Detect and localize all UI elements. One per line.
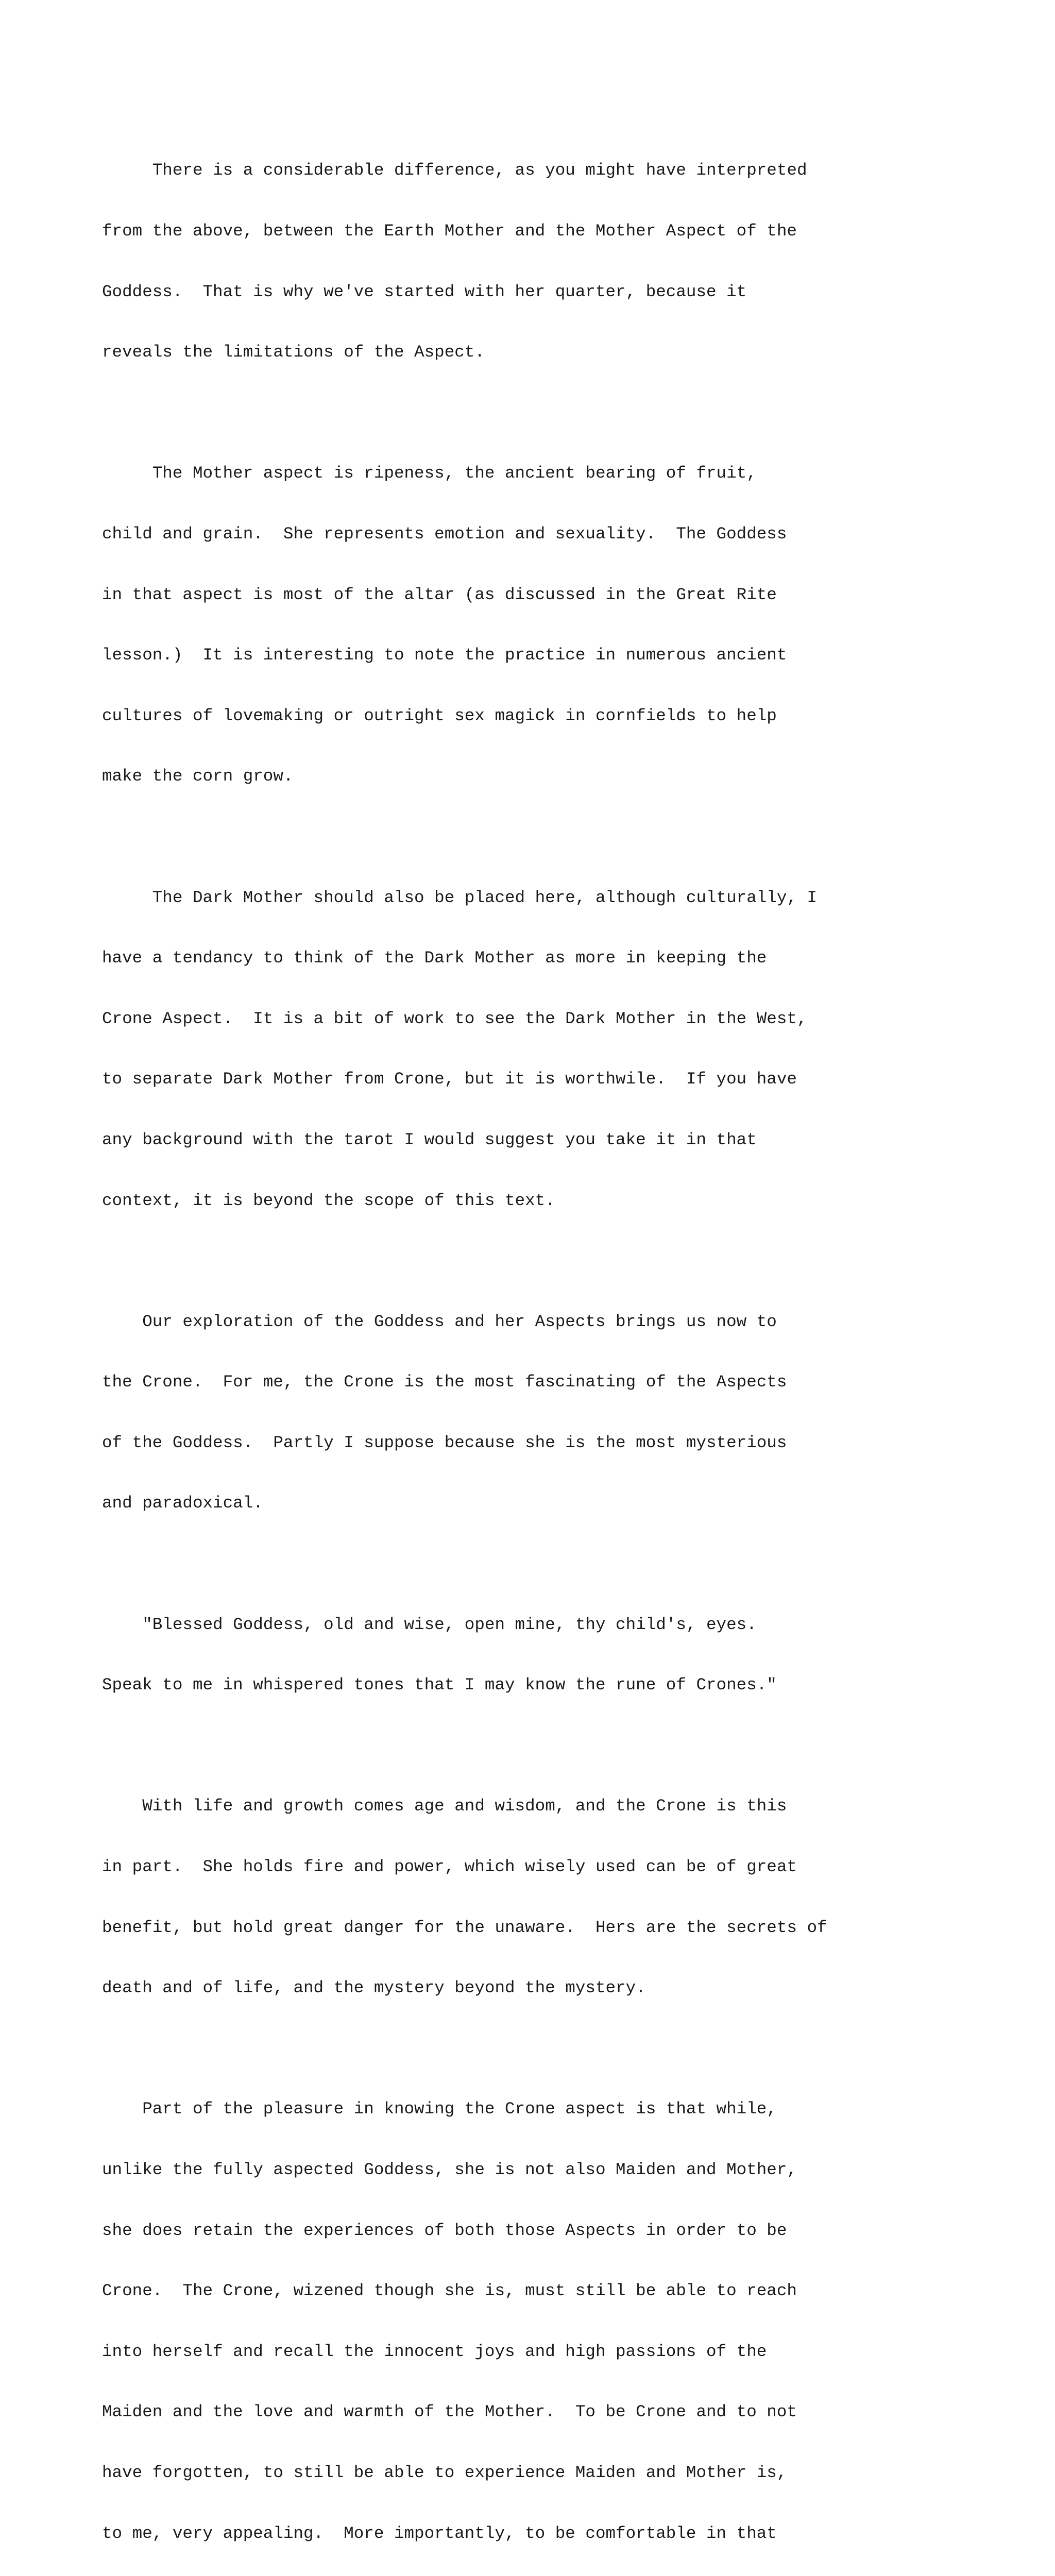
text-line: Crone Aspect. It is a bit of work to see the Dark Mother in the West, bbox=[102, 1009, 807, 1028]
text-line: and paradoxical. bbox=[102, 1494, 263, 1513]
document-text bbox=[102, 120, 1029, 2576]
text-line: unlike the fully aspected Goddess, she is not also Maiden and Mother, bbox=[102, 2160, 797, 2179]
text-line: With life and growth comes age and wisdom, and the Crone is this bbox=[102, 1797, 787, 1816]
quote-line: "Blessed Goddess, old and wise, open mine, thy child's, eyes. bbox=[102, 1615, 757, 1634]
text-line: lesson.) It is interesting to note the practice in numerous ancient bbox=[102, 646, 787, 665]
text-line: have forgotten, to still be able to experience Maiden and Mother is, bbox=[102, 2463, 787, 2482]
text-line: any background with the tarot I would suggest you take it in that bbox=[102, 1130, 757, 1149]
quote-line: Speak to me in whispered tones that I may know the rune of Crones." bbox=[102, 1675, 777, 1695]
text-line: context, it is beyond the scope of this text. bbox=[102, 1191, 555, 1210]
text-line: of the Goddess. Partly I suppose because she is the most mysterious bbox=[102, 1433, 787, 1452]
text-line: to separate Dark Mother from Crone, but it is worthwile. If you have bbox=[102, 1070, 797, 1089]
text-line: The Dark Mother should also be placed here, although culturally, I bbox=[102, 888, 818, 907]
text-line: Part of the pleasure in knowing the Crone aspect is that while, bbox=[102, 2099, 777, 2119]
text-line: Our exploration of the Goddess and her Aspects brings us now to bbox=[102, 1312, 777, 1331]
text-line: benefit, but hold great danger for the unaware. Hers are the secrets of bbox=[102, 1918, 827, 1937]
text-line: reveals the limitations of the Aspect. bbox=[102, 343, 485, 362]
blank-line bbox=[102, 1554, 1029, 1574]
blank-line bbox=[102, 403, 1029, 423]
text-line: Goddess. That is why we've started with her quarter, because it bbox=[102, 282, 747, 301]
text-line: child and grain. She represents emotion and sexuality. The Goddess bbox=[102, 524, 787, 544]
text-line: from the above, between the Earth Mother and the Mother Aspect of the bbox=[102, 222, 797, 241]
blank-line bbox=[102, 2039, 1029, 2059]
text-line: make the corn grow. bbox=[102, 767, 294, 786]
blank-line bbox=[102, 1251, 1029, 1271]
text-line: Crone. The Crone, wizened though she is, must still be able to reach bbox=[102, 2281, 797, 2301]
blank-line bbox=[102, 1736, 1029, 1756]
text-line: in part. She holds fire and power, which wisely used can be of great bbox=[102, 1857, 797, 1877]
text-line: in that aspect is most of the altar (as discussed in the Great Rite bbox=[102, 585, 777, 604]
blank-line bbox=[102, 827, 1029, 847]
text-line: into herself and recall the innocent joys and high passions of the bbox=[102, 2342, 767, 2361]
text-line: she does retain the experiences of both those Aspects in order to be bbox=[102, 2221, 787, 2240]
text-line: the Crone. For me, the Crone is the most fascinating of the Aspects bbox=[102, 1372, 787, 1392]
text-line: cultures of lovemaking or outright sex magick in cornfields to help bbox=[102, 706, 777, 725]
text-line: death and of life, and the mystery beyond the mystery. bbox=[102, 1978, 646, 1998]
text-line: The Mother aspect is ripeness, the ancient bearing of fruit, bbox=[102, 464, 757, 483]
text-line: There is a considerable difference, as you might have interpreted bbox=[102, 161, 807, 180]
text-line: to me, very appealing. More importantly, to be comfortable in that bbox=[102, 2523, 777, 2543]
text-line: Maiden and the love and warmth of the Mother. To be Crone and to not bbox=[102, 2402, 797, 2422]
text-line: have a tendancy to think of the Dark Mother as more in keeping the bbox=[102, 948, 767, 968]
